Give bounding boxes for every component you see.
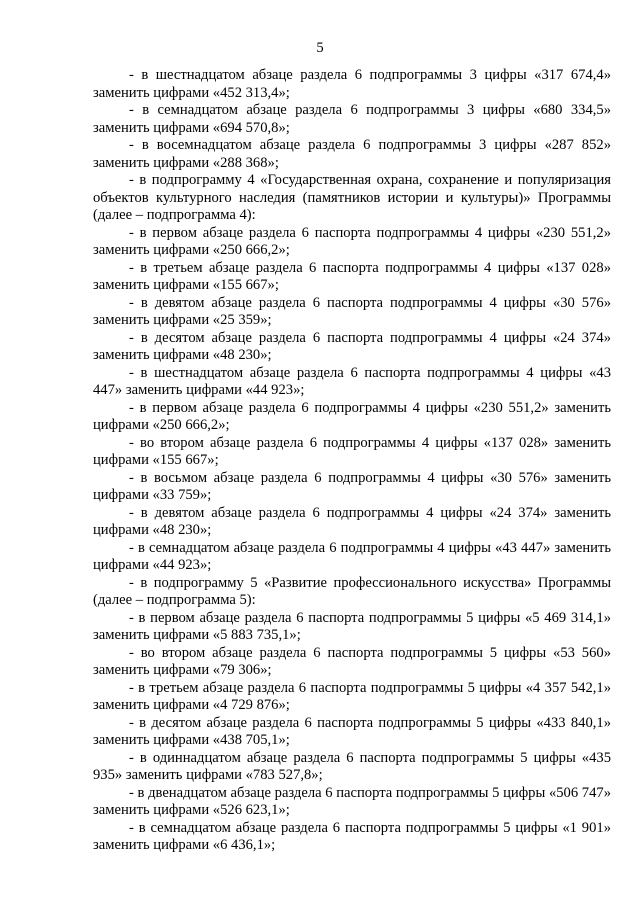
paragraph: - в подпрограмму 4 «Государственная охрана, сохранение и популяризация объектов культурного наследия (памятников истории и культуры)» Программы (далее – подпрограмма 4): [93, 172, 611, 223]
paragraph: - в первом абзаце раздела 6 паспорта подпрограммы 4 цифры «230 551,2» заменить цифрами «250 666,2»; [93, 224, 611, 258]
paragraph: - во втором абзаце раздела 6 подпрограммы 4 цифры «137 028» заменить цифрами «155 667»; [93, 434, 611, 468]
paragraph: - во втором абзаце раздела 6 паспорта подпрограммы 5 цифры «53 560» заменить цифрами «79 306»; [93, 644, 611, 678]
paragraph: - в шестнадцатом абзаце раздела 6 паспорта подпрограммы 4 цифры «43 447» заменить цифрами «44 923»; [93, 364, 611, 398]
paragraph: - в девятом абзаце раздела 6 паспорта подпрограммы 4 цифры «30 576» заменить цифрами «25 359»; [93, 294, 611, 328]
page-number: 5 [316, 40, 324, 56]
paragraph: - в семнадцатом абзаце раздела 6 паспорта подпрограммы 5 цифры «1 901» заменить цифрами «6 436,1»; [93, 819, 611, 853]
paragraph: - в подпрограмму 5 «Развитие профессионального искусства» Программы (далее – подпрограмма 5): [93, 574, 611, 608]
paragraph: - в двенадцатом абзаце раздела 6 паспорта подпрограммы 5 цифры «506 747» заменить цифрами «526 623,1»; [93, 784, 611, 818]
paragraph: - в десятом абзаце раздела 6 паспорта подпрограммы 4 цифры «24 374» заменить цифрами «48 230»; [93, 329, 611, 363]
paragraph: - в третьем абзаце раздела 6 паспорта подпрограммы 5 цифры «4 357 542,1» заменить цифрами «4 729 876»; [93, 679, 611, 713]
document-body [93, 67, 611, 855]
paragraph: - в семнадцатом абзаце раздела 6 подпрограммы 3 цифры «680 334,5» заменить цифрами «694 570,8»; [93, 102, 611, 136]
paragraph: - в девятом абзаце раздела 6 подпрограммы 4 цифры «24 374» заменить цифрами «48 230»; [93, 504, 611, 538]
paragraph: - в первом абзаце раздела 6 паспорта подпрограммы 5 цифры «5 469 314,1» заменить цифрами «5 883 735,1»; [93, 609, 611, 643]
paragraph: - в десятом абзаце раздела 6 паспорта подпрограммы 5 цифры «433 840,1» заменить цифрами «438 705,1»; [93, 714, 611, 748]
paragraph: - в шестнадцатом абзаце раздела 6 подпрограммы 3 цифры «317 674,4» заменить цифрами «452 313,4»; [93, 67, 611, 101]
paragraph: - в семнадцатом абзаце раздела 6 подпрограммы 4 цифры «43 447» заменить цифрами «44 923»; [93, 539, 611, 573]
paragraph: - в восьмом абзаце раздела 6 подпрограммы 4 цифры «30 576» заменить цифрами «33 759»; [93, 469, 611, 503]
paragraph: - в одиннадцатом абзаце раздела 6 паспорта подпрограммы 5 цифры «435 935» заменить цифрами «783 527,8»; [93, 749, 611, 783]
paragraph: - в третьем абзаце раздела 6 паспорта подпрограммы 4 цифры «137 028» заменить цифрами «155 667»; [93, 259, 611, 293]
paragraph: - в первом абзаце раздела 6 подпрограммы 4 цифры «230 551,2» заменить цифрами «250 666,2»; [93, 399, 611, 433]
paragraph: - в восемнадцатом абзаце раздела 6 подпрограммы 3 цифры «287 852» заменить цифрами «288 368»; [93, 137, 611, 171]
